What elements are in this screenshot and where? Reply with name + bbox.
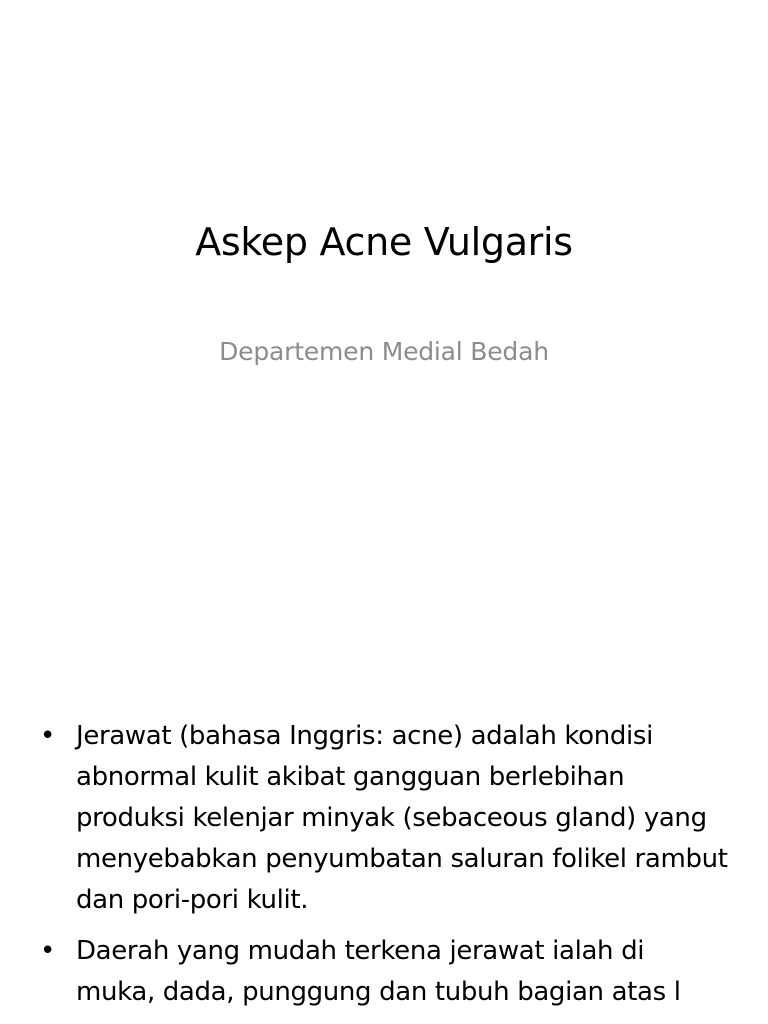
slide-subtitle: Departemen Medial Bedah — [219, 337, 549, 366]
bullet-dot-icon: • — [40, 936, 55, 966]
bullet-list — [40, 716, 730, 1023]
bullet-dot-icon: • — [40, 721, 55, 751]
bullet-text: Jerawat (bahasa Inggris: acne) adalah kondisi abnormal kulit akibat gangguan berlebihan produksi kelenjar minyak (sebaceous gland) yang menyebabkan penyumbatan saluran folikel rambut dan pori-pori kulit. — [76, 721, 728, 915]
slide-title: Askep Acne Vulgaris — [195, 220, 573, 264]
bullet-item-2 — [40, 931, 730, 1013]
bullet-item-1 — [40, 716, 730, 921]
bullet-text: Daerah yang mudah terkena jerawat ialah di muka, dada, punggung dan tubuh bagian atas l — [76, 936, 681, 1007]
content-slide — [0, 576, 768, 1024]
